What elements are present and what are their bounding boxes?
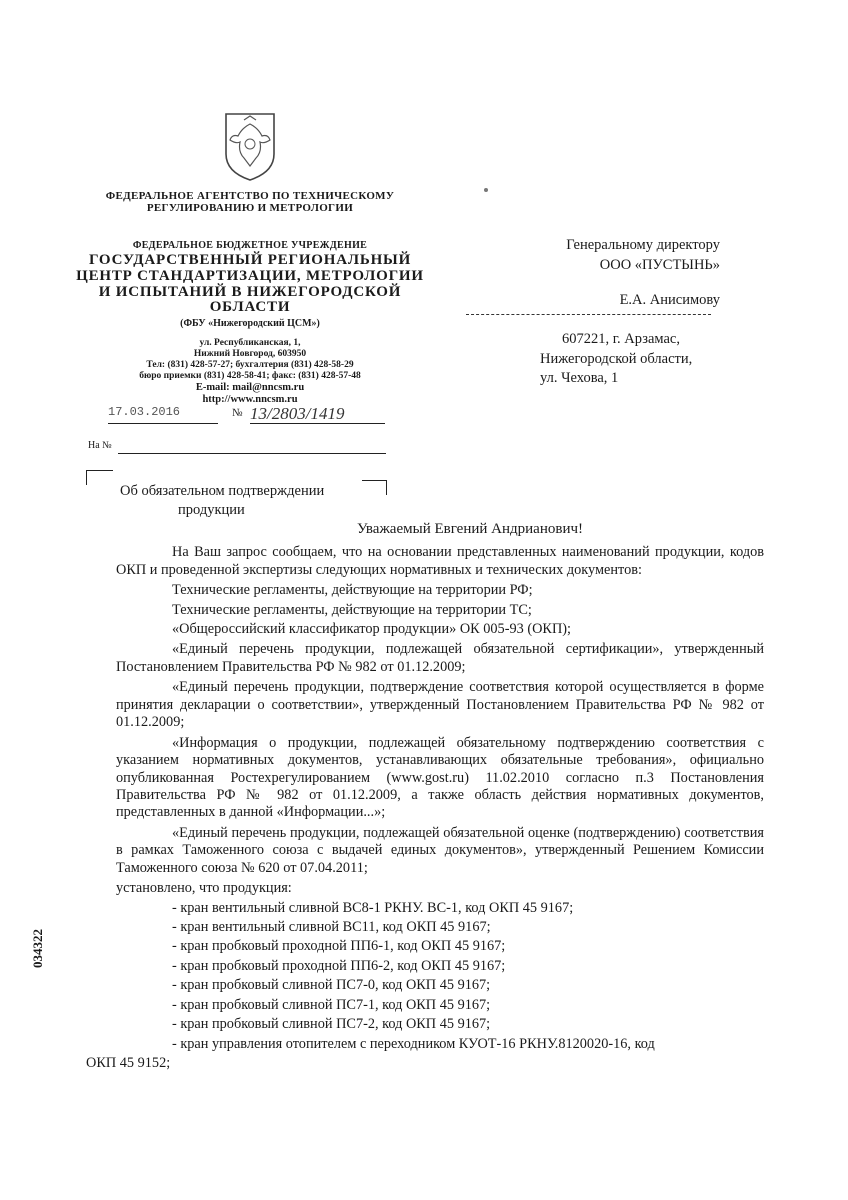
coat-of-arms-emblem	[218, 110, 282, 182]
subject-line-2: продукции	[178, 501, 245, 518]
addressee-address	[540, 330, 740, 389]
subject-bracket-left	[86, 470, 113, 485]
registration-number: 13/2803/1419	[250, 404, 385, 424]
intro-paragraph: На Ваш запрос сообщаем, что на основании представленных наименований продукции, кодов ОКП и проведенной экспертизы следующих нормативных и технических документов:	[116, 544, 764, 578]
letter-subject	[120, 482, 380, 520]
sender-city: Нижний Новгород, 603950	[193, 348, 307, 359]
scan-speck	[484, 188, 488, 192]
addressee-divider	[466, 314, 711, 315]
in-reply-line	[118, 453, 386, 454]
product-item: - кран пробковый сливной ПС7-0, код ОКП 45 9167;	[172, 977, 491, 994]
established-line: установлено, что продукция:	[116, 880, 292, 897]
product-item: - кран пробковый сливной ПС7-2, код ОКП 45 9167;	[172, 1016, 491, 1033]
in-reply-label: На №	[88, 440, 112, 451]
sender-address: ул. Республиканская, 1,	[199, 338, 301, 348]
doc-item-certification: «Единый перечень продукции, подлежащей обязательной сертификации», утвержденный Постановлением Правительства РФ № 982 от 01.12.2009;	[116, 641, 764, 675]
registration-date: 17.03.2016	[108, 405, 218, 424]
doc-item: Технические регламенты, действующие на территории ТС;	[172, 601, 532, 618]
sender-email: E-mail: mail@nncsm.ru	[195, 381, 305, 393]
doc-item: «Общероссийский классификатор продукции» ОК 005-93 (ОКП);	[172, 621, 572, 638]
address-line-2: Нижегородской области,	[540, 350, 693, 367]
addressee-block	[500, 236, 720, 311]
sender-website: http://www.nncsm.ru	[202, 393, 298, 405]
sender-reception: бюро приемки (831) 428-58-41; факс: (831) 428-57-48	[139, 370, 361, 381]
doc-item-declaration: «Единый перечень продукции, подтверждение соответствия которой осуществляется в форме принятия декларации о соответствии», утвержденный Постановлением Правительства РФ № 982 от 01.12.2009;	[116, 679, 764, 731]
doc-item-customs-union: «Единый перечень продукции, подлежащей обязательной оценке (подтверждению) соответствия в рамках Таможенного союза с выдачей единых документов», утвержденный Решением Комиссии Таможенного союза № 620 от 07.04.2011;	[116, 824, 764, 876]
institution-type: ФЕДЕРАЛЬНОЕ БЮДЖЕТНОЕ УЧРЕЖДЕНИЕ	[132, 240, 368, 251]
letter-body	[86, 520, 764, 1073]
product-item: - кран пробковый проходной ПП6-2, код ОКП 45 9167;	[172, 957, 506, 974]
addressee-company: ООО «ПУСТЫНЬ»	[599, 256, 720, 273]
institution-short-name: (ФБУ «Нижегородский ЦСМ»)	[180, 318, 320, 329]
registration-number-label: №	[232, 407, 243, 419]
sender-contacts	[70, 338, 430, 406]
product-item-last-cont: ОКП 45 9152;	[86, 1055, 171, 1072]
address-line-1: 607221, г. Арзамас,	[562, 331, 680, 347]
product-item: - кран пробковый сливной ПС7-1, код ОКП 45 9167;	[172, 996, 491, 1013]
product-item: - кран вентильный сливной ВС11, код ОКП 45 9167;	[172, 919, 491, 936]
doc-item: Технические регламенты, действующие на территории РФ;	[172, 582, 533, 599]
agency-name: ФЕДЕРАЛЬНОЕ АГЕНТСТВО ПО ТЕХНИЧЕСКОМУ РЕГУЛИРОВАНИЮ И МЕТРОЛОГИИ	[105, 190, 395, 215]
product-item: - кран вентильный сливной ВС8-1 РКНУ. ВС-1, код ОКП 45 9167;	[172, 899, 574, 916]
addressee-name: Е.А. Анисимову	[619, 292, 720, 309]
subject-line-1: Об обязательном подтверждении	[120, 483, 325, 499]
address-line-3: ул. Чехова, 1	[540, 370, 619, 387]
doc-item-information: «Информация о продукции, подлежащей обязательному подтверждению соответствия с указанием нормативных документов, устанавливающих обязательные требования», официально опубликованная Ростехрегулированием (www.gost.ru) 11.02.2010 согласно п.3 Постановления Правительства РФ № 982 от 01.12.2009, а также область действия нормативных документов, представленных в данной «Информации...»;	[116, 734, 764, 821]
addressee-position: Генеральному директору	[566, 237, 720, 253]
product-item: - кран пробковый проходной ПП6-1, код ОКП 45 9167;	[172, 938, 506, 955]
product-item-last: - кран управления отопителем с переходником КУОТ-16 РКНУ.8120020-16, код	[172, 1035, 655, 1052]
sender-phones: Тел: (831) 428-57-27; бухгалтерия (831) 428-58-29	[146, 359, 354, 370]
salutation: Уважаемый Евгений Андрианович!	[356, 521, 584, 537]
side-document-number: 034322	[30, 929, 45, 968]
institution-name: ГОСУДАРСТВЕННЫЙ РЕГИОНАЛЬНЫЙ ЦЕНТР СТАНДАРТИЗАЦИИ, МЕТРОЛОГИИ И ИСПЫТАНИЙ В НИЖЕГОРОДСКОЙ ОБЛАСТИ	[76, 252, 424, 316]
